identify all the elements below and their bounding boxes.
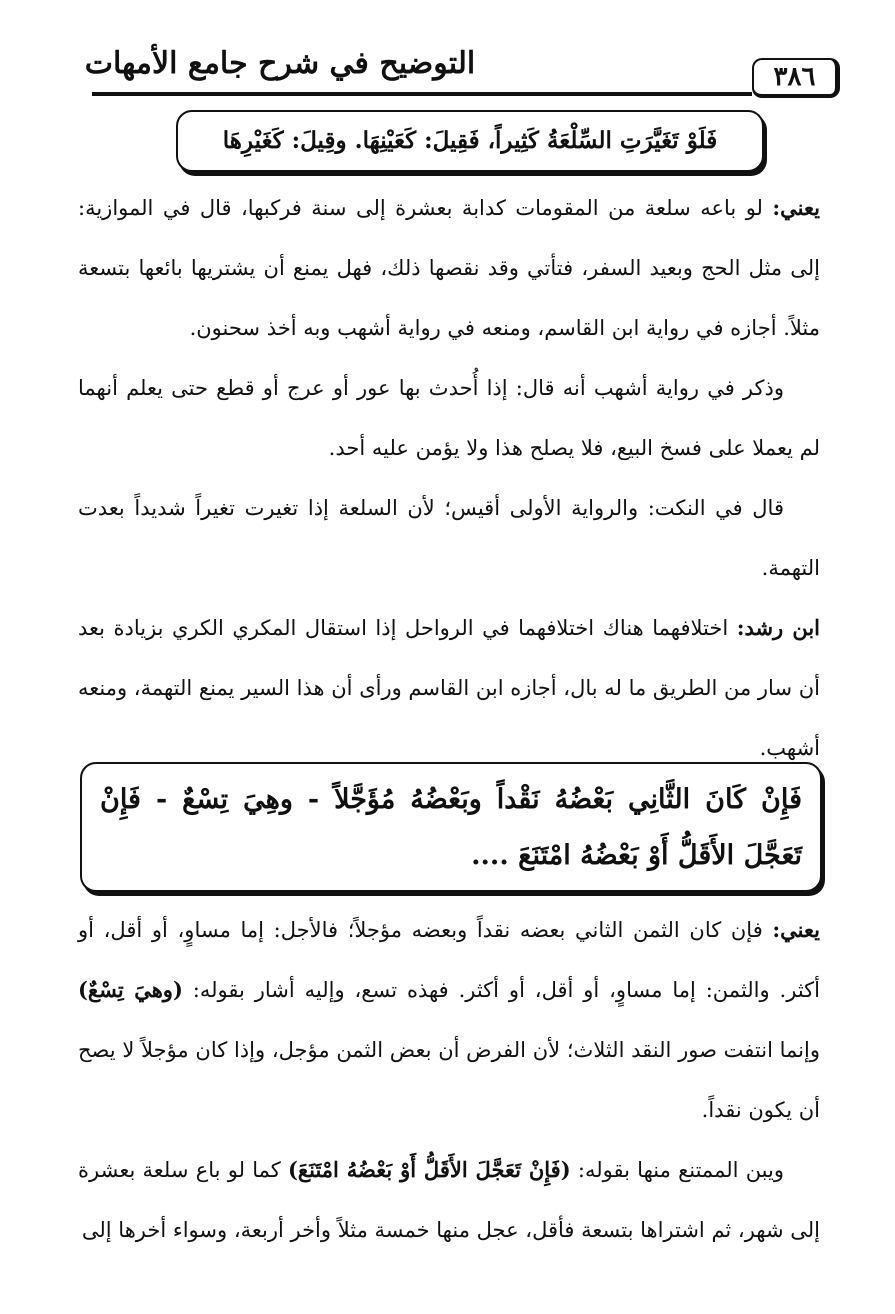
page-number: ٣٨٦ <box>752 58 840 98</box>
matn-text-2: فَإِنْ كَانَ الثَّانِي بَعْضُهُ نَقْداً وبَعْضُهُ مُؤَجَّلاً - وهِيَ تِسْعٌ - فَإِنْ تَعَجَّلَ الأَقَلُّ أَوْ بَعْضُهُ امْتَنَعَ .... <box>100 784 802 871</box>
commentary-section-2 <box>78 900 820 1260</box>
paragraph-text-tail: كما لو باع سلعة بعشرة إلى شهر، ثم اشتراها بتسعة فأقل، عجل منها خمسة مثلاً وأخر أربعة، وسواء أخرها إلى <box>78 1158 820 1242</box>
paragraph-text: قال في النكت: والرواية الأولى أقيس؛ لأن السلعة إذا تغيرت تغيراً شديداً بعدت التهمة. <box>78 496 820 580</box>
paragraph-text: فإن كان الثمن الثاني بعضه نقداً وبعضه مؤجلاً؛ فالأجل: إما مساوٍ، أو أقل، أو أكثر. والثمن: إما مساوٍ، أو أقل، أو أكثر. فهذه تسع، وإليه أشار بقوله: <box>78 918 820 1002</box>
quoted-matn: (فَإِنْ تَعَجَّلَ الأَقَلُّ أَوْ بَعْضُهُ امْتَنَعَ) <box>288 1157 571 1182</box>
paragraph-text: لو باعه سلعة من المقومات كدابة بعشرة إلى سنة فركبها، قال في الموازية: إلى مثل الحج وبعيد السفر، فتأتي وقد نقصها ذلك، فهل يمنع أن يشتريها بائعها بتسعة مثلاً. أجازه في رواية ابن القاسم، ومنعه في رواية أشهب وبه أخذ سحنون. <box>78 196 820 340</box>
paragraph <box>78 478 820 598</box>
matn-text-1: فَلَوْ تَغَيَّرَتِ السِّلْعَةُ كَثِيراً، فَقِيلَ: كَعَيْنِهَا. وقِيلَ: كَغَيْرِهَا <box>222 127 718 154</box>
commentary-section-1 <box>78 178 820 778</box>
paragraph <box>78 598 820 778</box>
header-rule <box>92 92 752 96</box>
paragraph-lead: يعني: <box>772 195 820 220</box>
paragraph <box>78 178 820 358</box>
page-header <box>0 0 895 100</box>
matn-box-1 <box>176 110 764 172</box>
quoted-matn: (وهيَ تِسْعٌ) <box>78 977 183 1002</box>
running-title: التوضيح في شرح جامع الأمهات <box>84 46 476 81</box>
matn-box-2 <box>80 762 822 892</box>
paragraph-text: اختلافهما هناك اختلافهما في الرواحل إذا استقال المكري الكري بزيادة بعد أن سار من الطريق ما له بال، أجازه ابن القاسم ورأى أن هذا السير يمنع التهمة، ومنعه أشهب. <box>78 616 820 760</box>
paragraph-text-tail: وإنما انتفت صور النقد الثلاث؛ لأن الفرض أن بعض الثمن مؤجل، وإذا كان مؤجلاً لا يصح أن يكون نقداً. <box>78 1038 820 1122</box>
paragraph-text: وذكر في رواية أشهب أنه قال: إذا أُحدث بها عور أو عرج أو قطع حتى يعلم أنهما لم يعملا على فسخ البيع، فلا يصلح هذا ولا يؤمن عليه أحد. <box>78 376 820 460</box>
paragraph-lead: يعني: <box>772 917 820 942</box>
paragraph <box>78 900 820 1140</box>
paragraph-lead: ابن رشد: <box>736 615 821 640</box>
paragraph <box>78 358 820 478</box>
paragraph <box>78 1140 820 1260</box>
paragraph-text: ويبن الممتنع منها بقوله: <box>570 1158 784 1182</box>
